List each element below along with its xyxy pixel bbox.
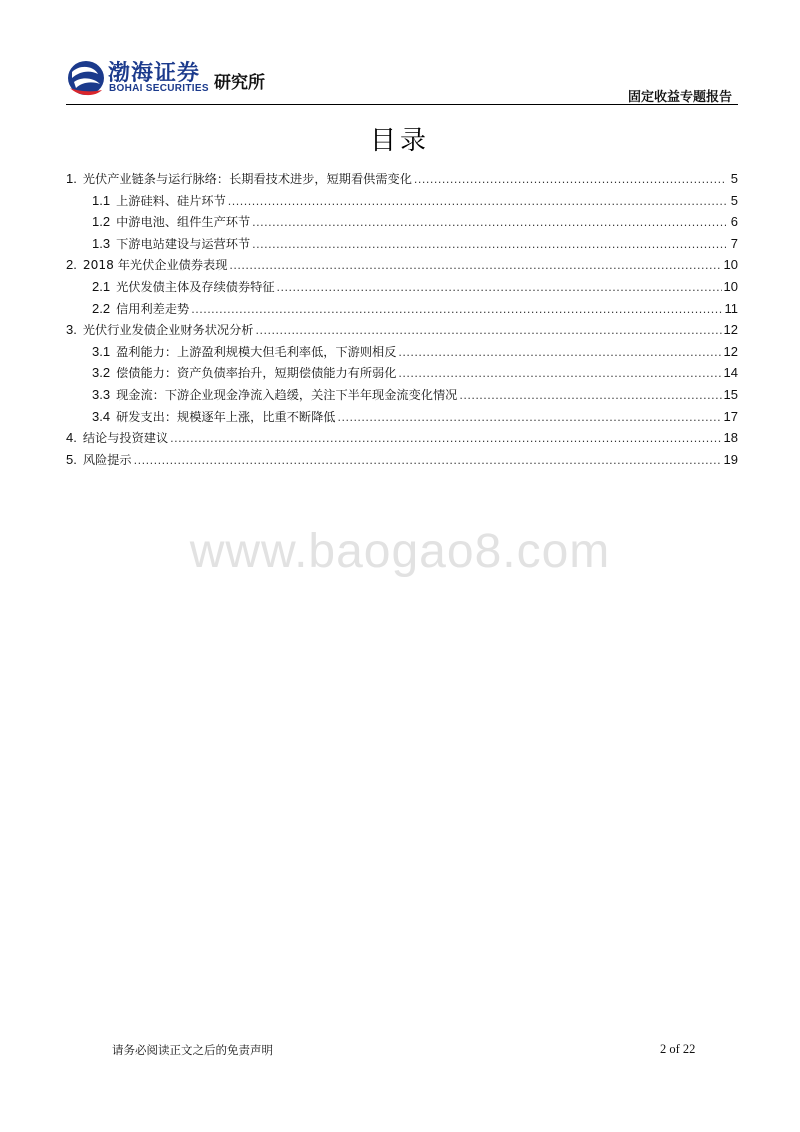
toc-entry-title: 上游硅料、硅片环节 <box>116 193 226 208</box>
toc-entry[interactable] <box>66 386 738 408</box>
toc-entry[interactable] <box>66 235 738 257</box>
toc-entry-number: 3.2 <box>92 365 111 381</box>
toc-dot-leader <box>134 454 722 467</box>
page-header <box>66 56 738 106</box>
toc-entry[interactable] <box>66 256 738 278</box>
toc-dot-leader <box>414 173 726 186</box>
report-type: 固定收益专题报告 <box>627 90 732 105</box>
toc-dot-leader <box>191 303 722 316</box>
toc-entry-title: 结论与投资建议 <box>82 431 169 446</box>
toc-entry[interactable] <box>66 321 738 343</box>
toc-entry-title: 盈利能力：上游盈利规模大但毛利率低，下游则相反 <box>116 344 397 359</box>
footer-disclaimer: 请务必阅读正文之后的免责声明 <box>112 1043 273 1057</box>
toc-entry-title: 光伏产业链条与运行脉络：长期看技术进步，短期看供需变化 <box>82 172 412 186</box>
toc-entry-title: 下游电站建设与运营环节 <box>116 236 251 251</box>
toc-entry[interactable] <box>66 408 738 430</box>
toc-entry[interactable] <box>66 300 738 322</box>
toc-entry-number: 1.1 <box>92 192 111 208</box>
toc-dot-leader <box>229 259 721 272</box>
institute-label: 研究所 <box>214 73 265 93</box>
toc-dot-leader <box>228 195 726 208</box>
toc-entry[interactable] <box>66 429 738 451</box>
toc-dot-leader <box>255 324 721 337</box>
toc-entry-number: 3.1 <box>92 343 111 359</box>
toc-entry-number: 2.2 <box>92 300 111 316</box>
toc-entry-number: 3.3 <box>92 386 111 402</box>
watermark: www.baogao8.com <box>189 525 611 578</box>
toc-entry[interactable] <box>66 192 738 214</box>
brand-name-en: BOHAI SECURITIES <box>109 83 209 94</box>
toc-entry-number: 2. <box>66 257 77 273</box>
brand-name-cn: 渤海证券 <box>108 60 201 86</box>
toc-dot-leader <box>277 281 722 294</box>
toc-entry[interactable] <box>66 343 738 365</box>
toc-entry-page: 5 <box>730 171 738 186</box>
toc-entry-page: 11 <box>724 300 738 316</box>
toc-entry-page: 19 <box>723 451 738 467</box>
toc-entry-title: 光伏发债主体及存续债券特征 <box>116 279 275 294</box>
toc-dot-leader <box>252 216 726 229</box>
toc-entry-page: 10 <box>723 278 738 294</box>
toc-entry-page: 17 <box>723 408 738 424</box>
toc-entry-page: 10 <box>723 257 738 273</box>
toc-entry-page: 12 <box>723 322 738 338</box>
toc-entry-page: 18 <box>723 430 738 446</box>
toc-entry-page: 12 <box>723 343 738 359</box>
toc-entry-title: 2018 年光伏企业债券表现 <box>82 258 228 273</box>
toc-dot-leader <box>170 432 721 445</box>
toc-dot-leader <box>398 367 721 380</box>
toc-entry-number: 5. <box>66 451 77 467</box>
toc-entry-title: 光伏行业发债企业财务状况分析 <box>82 323 254 338</box>
toc-entry-number: 1.2 <box>92 214 111 230</box>
toc-entry-number: 4. <box>66 430 77 446</box>
toc-dot-leader <box>398 346 721 359</box>
toc-entry-title: 现金流：下游企业现金净流入趋缓，关注下半年现金流变化情况 <box>116 387 458 402</box>
toc-entry[interactable] <box>66 213 738 235</box>
toc-entry[interactable] <box>66 364 738 386</box>
toc-entry-number: 1. <box>66 171 77 186</box>
toc-entry-number: 3.4 <box>92 408 111 424</box>
bohai-logo-icon <box>66 58 106 98</box>
page-number: 2 of 22 <box>660 1042 696 1056</box>
toc-entry-page: 7 <box>730 235 738 251</box>
toc-entry-title: 研发支出：规模逐年上涨，比重不断降低 <box>116 409 336 424</box>
toc-entry[interactable] <box>66 278 738 300</box>
toc-entry-page: 14 <box>723 365 738 381</box>
toc-entry-title: 中游电池、组件生产环节 <box>116 215 251 230</box>
toc-dot-leader <box>337 411 721 424</box>
toc-dot-leader <box>459 389 721 402</box>
toc-entry-number: 1.3 <box>92 235 111 251</box>
toc-entry-title: 风险提示 <box>82 452 132 467</box>
toc-entry-title: 偿债能力：资产负债率抬升，短期偿债能力有所弱化 <box>116 366 397 381</box>
toc-entry-page: 6 <box>730 214 738 230</box>
header-divider <box>66 104 738 105</box>
toc-entry-page: 15 <box>723 386 738 402</box>
toc-dot-leader <box>252 238 726 251</box>
toc-entry[interactable] <box>66 451 738 473</box>
table-of-contents <box>66 170 738 472</box>
toc-entry[interactable] <box>66 170 738 192</box>
toc-title: 目录 <box>369 126 430 156</box>
toc-entry-title: 信用利差走势 <box>116 301 190 316</box>
toc-entry-page: 5 <box>730 192 738 208</box>
toc-entry-number: 2.1 <box>92 278 111 294</box>
toc-entry-number: 3. <box>66 322 77 338</box>
